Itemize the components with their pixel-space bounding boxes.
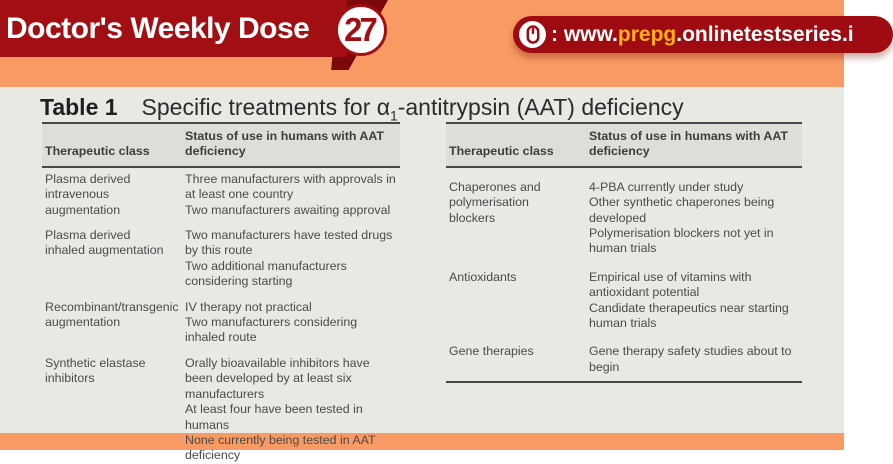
therapeutic-class-cell: Antioxidants — [449, 269, 517, 284]
table-caption — [0, 87, 844, 124]
therapeutic-class-cell: Synthetic elastase inhibitors — [45, 355, 146, 386]
treatments-table-right — [446, 122, 802, 383]
status-cell: Three manufacturers with approvals in at least one country Two manufacturers awaiting approval — [185, 171, 396, 217]
mouse-icon — [519, 21, 546, 48]
status-cell: Orally bioavailable inhibitors have been developed by at least six manufacturers At least four have been tested in humans None currently being tested in AAT deficiency — [185, 355, 376, 463]
table-row — [446, 180, 802, 257]
website-pill[interactable] — [513, 16, 893, 53]
url-brand: prepg — [617, 22, 677, 46]
url-prefix: : www. — [551, 22, 618, 46]
therapeutic-class-cell: Chaperones and polymerisation blockers — [449, 179, 541, 225]
page-title: Doctor's Weekly Dose — [6, 11, 310, 45]
table-row — [42, 356, 400, 464]
status-cell: 4-PBA currently under study Other synthetic chaperones being developed Polymerisation blockers not yet in human trials — [589, 179, 775, 256]
therapeutic-class-cell: Gene therapies — [449, 344, 534, 359]
table-row — [446, 270, 802, 332]
column-header-therapeutic-class: Therapeutic class — [45, 144, 150, 159]
table-bottom-rule — [446, 381, 802, 383]
column-header-therapeutic-class: Therapeutic class — [449, 144, 554, 159]
website-url — [551, 23, 854, 47]
table-row — [446, 344, 802, 375]
table-header-row — [446, 124, 802, 168]
status-cell: IV therapy not practical Two manufacturers considering inhaled route — [185, 299, 358, 345]
table-row — [42, 228, 400, 290]
table-caption-label: Table 1 — [40, 94, 118, 120]
table-header-row — [42, 124, 400, 168]
therapeutic-class-cell: Recombinant/transgenic augmentation — [45, 299, 179, 330]
header-banner — [0, 0, 347, 57]
status-cell: Gene therapy safety studies about to begin — [589, 344, 792, 374]
table-row — [42, 172, 400, 218]
url-suffix: .onlinetestseries.i — [676, 22, 854, 46]
table-caption-text: Specific treatments for $\alpha_1$-antitrypsin (AAT) deficiency — [141, 94, 684, 124]
status-cell: Two manufacturers have tested drugs by this route Two additional manufacturers considering starting — [185, 228, 393, 289]
status-cell: Empirical use of vitamins with antioxidant potential Candidate therapeutics near starting human trials — [589, 269, 789, 331]
therapeutic-class-cell: Plasma derived inhaled augmentation — [45, 228, 164, 258]
column-header-status: Status of use in humans with AAT deficiency — [185, 129, 384, 159]
episode-number: 27 — [344, 11, 375, 48]
column-header-status: Status of use in humans with AAT deficiency — [589, 129, 788, 159]
episode-badge — [335, 4, 387, 56]
table-figure — [0, 87, 844, 463]
treatments-table-left — [42, 122, 400, 464]
table-row — [42, 300, 400, 346]
therapeutic-class-cell: Plasma derived intravenous augmentation — [45, 171, 131, 217]
